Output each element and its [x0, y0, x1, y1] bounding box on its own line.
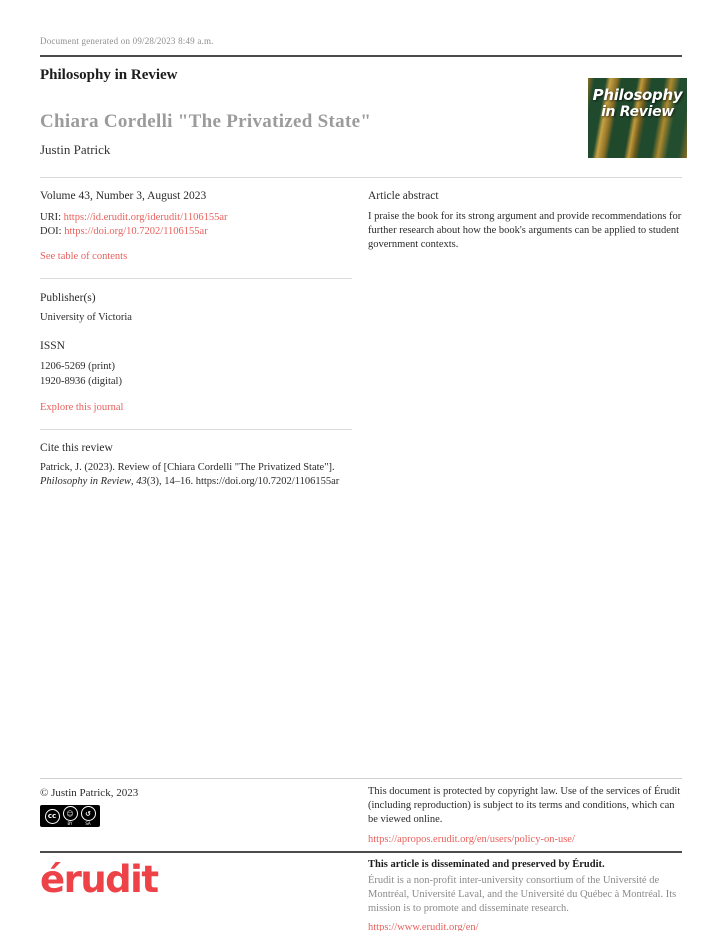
citation-text	[40, 461, 352, 489]
bottom-right-block	[368, 859, 682, 931]
table-of-contents-link[interactable]: See table of contents	[40, 251, 128, 263]
bottom-rule	[40, 851, 682, 853]
policy-link[interactable]: https://apropos.erudit.org/en/users/policy-on-use/	[368, 833, 575, 845]
citation-volume: 43	[136, 475, 147, 487]
author-name: Justin Patrick	[40, 142, 111, 157]
issn-print: 1206-5269 (print)	[40, 361, 115, 373]
citation-part2: ,	[130, 475, 137, 487]
footer-left	[40, 787, 340, 827]
erudit-site-link[interactable]: https://www.erudit.org/en/	[368, 921, 479, 931]
citation-journal: Philosophy in Review	[40, 475, 131, 487]
doi-label: DOI:	[40, 225, 62, 237]
doi-link[interactable]: https://doi.org/10.7202/1106155ar	[64, 225, 208, 237]
dissemination-heading: This article is disseminated and preserved by Érudit.	[368, 859, 605, 870]
dissemination-text: Érudit is a non-profit inter-university consortium of the Université de Montréal, Université Laval, and the Université du Québec à Montréal. Its mission is to promote and disseminate research.	[368, 875, 677, 915]
journal-logo-line1: Philosophy	[592, 86, 683, 104]
uri-label: URI:	[40, 212, 61, 223]
publisher-name: University of Victoria	[40, 312, 132, 324]
erudit-logo: érudit	[40, 858, 158, 901]
footer-right	[368, 785, 682, 847]
section-divider	[40, 278, 352, 279]
top-rule	[40, 55, 682, 57]
issn-values	[40, 360, 352, 388]
issn-digital: 1920-8936 (digital)	[40, 375, 122, 387]
creative-commons-badge[interactable]	[40, 805, 100, 827]
header-divider	[40, 177, 682, 178]
section-divider-2	[40, 429, 352, 430]
policy-text: This document is protected by copyright law. Use of the services of Érudit (including reproduction) is subject to its terms and conditions, which can be viewed online.	[368, 786, 681, 826]
citation-part1: Patrick, J. (2023). Review of [Chiara Cordelli "The Privatized State"].	[40, 461, 335, 473]
copyright-line: © Justin Patrick, 2023	[40, 787, 139, 799]
footer-divider	[40, 778, 682, 779]
doi-line	[40, 225, 352, 239]
explore-journal-link[interactable]: Explore this journal	[40, 401, 124, 413]
article-title: Chiara Cordelli "The Privatized State"	[40, 111, 372, 132]
abstract-text: I praise the book for its strong argument and provide recommendations for further research about how the book's arguments can be applied to student government contexts.	[368, 211, 682, 251]
issue-info: Volume 43, Number 3, August 2023	[40, 190, 207, 202]
uri-line	[40, 211, 352, 225]
cc-by-icon: ☺ BY	[63, 806, 78, 826]
cc-icon: cc	[45, 809, 60, 824]
generated-timestamp: Document generated on 09/28/2023 8:49 a.m.	[40, 36, 214, 46]
left-column	[40, 190, 352, 489]
issn-heading: ISSN	[40, 340, 65, 353]
citation-part3: (3), 14–16. https://doi.org/10.7202/1106155ar	[146, 475, 340, 487]
uri-link[interactable]: https://id.erudit.org/iderudit/1106155ar	[63, 212, 228, 223]
journal-logo	[588, 78, 687, 158]
journal-logo-line2: in Review	[601, 104, 674, 121]
publisher-heading: Publisher(s)	[40, 292, 96, 305]
identifier-block	[40, 211, 352, 238]
journal-name: Philosophy in Review	[40, 67, 178, 83]
cite-heading: Cite this review	[40, 441, 113, 454]
abstract-heading: Article abstract	[368, 190, 439, 202]
cc-sa-icon: ↺ SA	[81, 806, 96, 826]
right-column	[368, 190, 682, 253]
